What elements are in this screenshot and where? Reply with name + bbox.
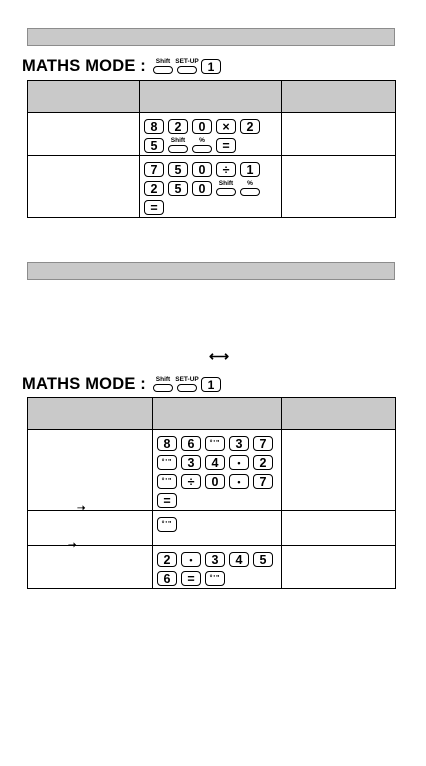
operation-cell (153, 511, 282, 546)
section-2-header-band (27, 262, 395, 280)
key: 7 (253, 436, 273, 451)
example-table-2 (27, 397, 396, 589)
table-row (28, 511, 396, 546)
table-row (28, 113, 396, 156)
example-cell (28, 430, 153, 511)
dot-key: • (229, 474, 249, 489)
example-cell (28, 546, 153, 589)
divide-key: ÷ (216, 162, 236, 177)
table-header-row (28, 81, 396, 113)
key: 0 (192, 162, 212, 177)
key: 5 (144, 138, 164, 153)
table-header-row (28, 398, 396, 430)
section-1-header-band (27, 28, 395, 46)
key: 4 (229, 552, 249, 567)
equals-key: = (181, 571, 201, 586)
setup-key: SET-UP (177, 66, 197, 74)
key: 0 (205, 474, 225, 489)
key: 5 (168, 181, 188, 196)
maths-mode-line-2 (22, 372, 221, 392)
table-row (28, 156, 396, 218)
percent-key: % (240, 188, 260, 196)
key: 7 (144, 162, 164, 177)
table-row (28, 546, 396, 589)
double-arrow-icon: ⟷ (209, 348, 230, 364)
shift-key: Shift (153, 384, 173, 392)
right-arrow-icon: ➝ (77, 503, 86, 514)
key: 3 (181, 455, 201, 470)
dms-key: °'" (157, 517, 177, 532)
times-key: × (216, 119, 236, 134)
display-cell (282, 156, 396, 218)
one-key: 1 (201, 377, 221, 392)
operation-cell (140, 156, 282, 218)
equals-key: = (144, 200, 164, 215)
key: 3 (205, 552, 225, 567)
operation-cell (140, 113, 282, 156)
shift-key: Shift (153, 66, 173, 74)
key: 8 (157, 436, 177, 451)
equals-key: = (157, 493, 177, 508)
table-row (28, 430, 396, 511)
dot-key: • (229, 455, 249, 470)
example-cell (28, 511, 153, 546)
key: 6 (181, 436, 201, 451)
header-cell-display (282, 398, 396, 430)
equals-key: = (216, 138, 236, 153)
key: 0 (192, 181, 212, 196)
header-cell-operation (140, 81, 282, 113)
key: 2 (168, 119, 188, 134)
key: 2 (253, 455, 273, 470)
shift-key: Shift (216, 188, 236, 196)
header-cell-operation (153, 398, 282, 430)
operation-cell (153, 546, 282, 589)
example-table-1 (27, 80, 396, 218)
one-key: 1 (201, 59, 221, 74)
key: 3 (229, 436, 249, 451)
right-arrow-icon: ➝ (68, 540, 77, 551)
maths-mode-line-1 (22, 54, 221, 74)
key: 8 (144, 119, 164, 134)
dms-key: °'" (157, 474, 177, 489)
display-cell (282, 430, 396, 511)
key: 1 (240, 162, 260, 177)
key: 2 (157, 552, 177, 567)
key: 2 (240, 119, 260, 134)
key: 6 (157, 571, 177, 586)
dot-key: • (181, 552, 201, 567)
dms-key: °'" (157, 455, 177, 470)
maths-mode-label: MATHS MODE : (22, 375, 146, 393)
setup-key: SET-UP (177, 384, 197, 392)
maths-mode-label: MATHS MODE : (22, 57, 146, 75)
display-cell (282, 113, 396, 156)
shift-key: Shift (168, 145, 188, 153)
key: 0 (192, 119, 212, 134)
header-cell-example (28, 81, 140, 113)
header-cell-display (282, 81, 396, 113)
key: 4 (205, 455, 225, 470)
display-cell (282, 511, 396, 546)
dms-key: °'" (205, 436, 225, 451)
divide-key: ÷ (181, 474, 201, 489)
example-cell (28, 156, 140, 218)
key: 7 (253, 474, 273, 489)
dms-key: °'" (205, 571, 225, 586)
key: 5 (168, 162, 188, 177)
display-cell (282, 546, 396, 589)
header-cell-example (28, 398, 153, 430)
key: 5 (253, 552, 273, 567)
operation-cell (153, 430, 282, 511)
key: 2 (144, 181, 164, 196)
percent-key: % (192, 145, 212, 153)
example-cell (28, 113, 140, 156)
